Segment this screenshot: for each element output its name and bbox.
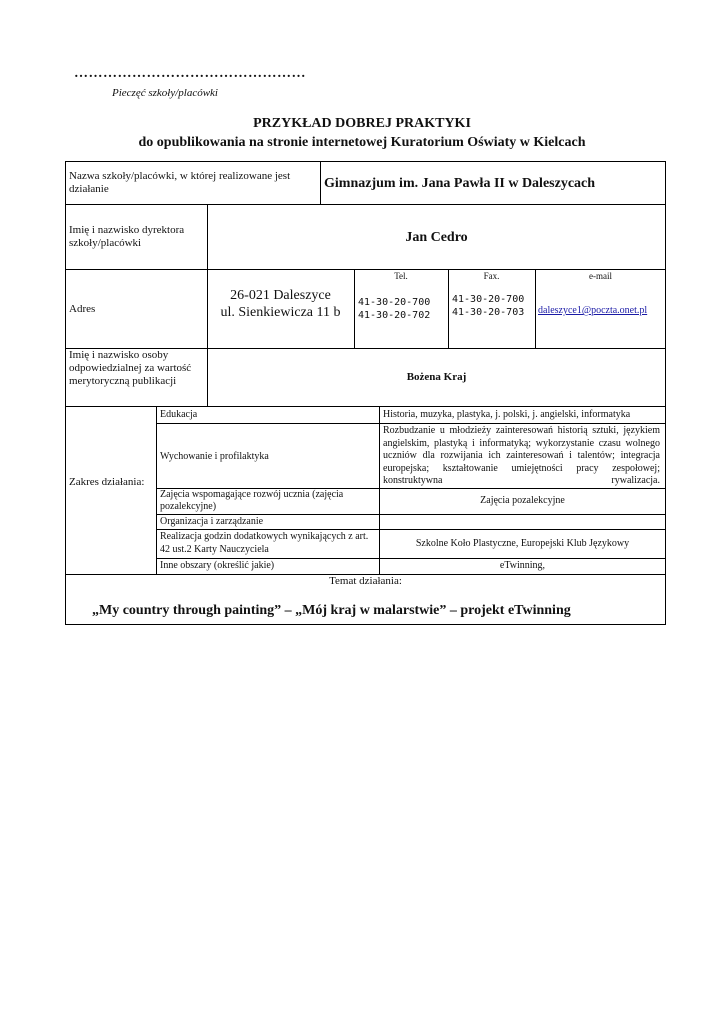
tel-label: Tel. (394, 271, 408, 281)
scope-row-support-value: Zajęcia pozalekcyjne (480, 495, 565, 506)
stamp-label: Pieczęć szkoły/placówki (112, 87, 218, 99)
topic-label: Temat działania: (329, 575, 402, 587)
scope-row-other-name: Inne obszary (określić jakie) (160, 560, 275, 571)
scope-row-education-value: Historia, muzyka, plastyka, j. polski, j. angielski, informatyka (383, 409, 631, 420)
scope-row-support-name: Zajęcia wspomagające rozwój ucznia (zajęcia pozalekcyjne) (160, 489, 344, 512)
scope-row-education-name: Edukacja (160, 409, 198, 420)
fax-2: 41-30-20-703 (452, 307, 525, 318)
document-title: PRZYKŁAD DOBREJ PRAKTYKI (253, 116, 471, 131)
email-label: e-mail (589, 271, 612, 281)
stamp-dots: ………………………………………… (74, 66, 306, 81)
responsible-label: Imię i nazwisko osoby odpowiedzialnej za wartość merytoryczną publikacji (69, 349, 192, 387)
topic-value: „My country through painting” – „Mój kraj w malarstwie” – projekt eTwinning (92, 603, 571, 618)
scope-row-organization-name: Organizacja i zarządzanie (160, 516, 264, 527)
scope-label: Zakres działania: (69, 476, 145, 488)
fax-label: Fax. (483, 271, 500, 281)
responsible-value: Bożena Kraj (406, 371, 467, 383)
director-value: Jan Cedro (405, 230, 468, 245)
scope-row-upbringing-value: Rozbudzanie u młodzieży zainteresowań historią sztuki, językiem angielskim, plastyką i informatyką; wykorzystanie czasu wolnego uczniów dla rozwijania ich zainteresowań i talentów; integracja europejska; kształtowanie umiejętności pracy zespołowej; konstruktywna rywalizacja. (383, 425, 660, 486)
scope-row-extra-hours-value: Szkolne Koło Plastyczne, Europejski Klub Językowy (415, 538, 630, 549)
scope-row-other-value: eTwinning, (499, 560, 546, 571)
address-line2: ul. Sienkiewicza 11 b (220, 305, 341, 320)
school-name-value: Gimnazjum im. Jana Pawła II w Daleszycach (324, 176, 596, 191)
director-label: Imię i nazwisko dyrektora szkoły/placówki (69, 224, 185, 249)
fax-1: 41-30-20-700 (452, 294, 525, 305)
scope-row-upbringing-name: Wychowanie i profilaktyka (160, 451, 269, 462)
address-label: Adres (69, 303, 96, 315)
email-link[interactable]: daleszyce1@poczta.onet.pl (538, 305, 648, 316)
tel-1: 41-30-20-700 (358, 297, 431, 308)
tel-2: 41-30-20-702 (358, 310, 431, 321)
school-name-label: Nazwa szkoły/placówki, w której realizowane jest działanie (69, 170, 291, 195)
scope-row-extra-hours-name: Realizacja godzin dodatkowych wynikających z art. 42 ust.2 Karty Nauczyciela (160, 531, 369, 555)
address-line1: 26-021 Daleszyce (230, 288, 331, 303)
document-subtitle: do opublikowania na stronie internetowej Kuratorium Oświaty w Kielcach (138, 135, 586, 150)
